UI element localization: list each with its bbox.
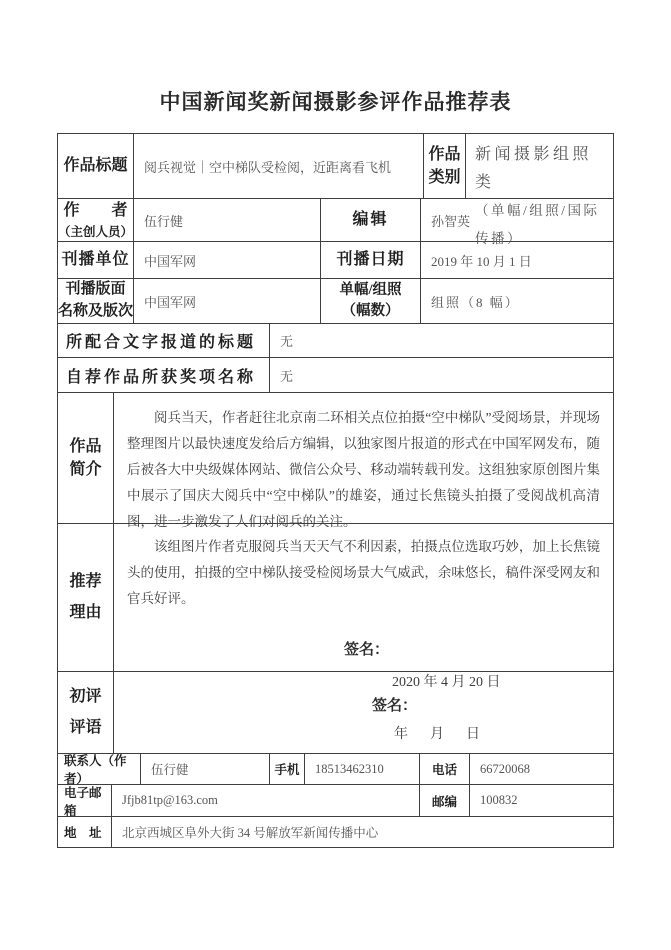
row-text-report-title bbox=[58, 323, 613, 357]
contact-label bbox=[58, 754, 140, 784]
mobile-value bbox=[304, 754, 419, 784]
row-work-intro bbox=[58, 392, 613, 529]
recommend-reason-label bbox=[58, 524, 113, 671]
author-value-text: 伍行健 bbox=[144, 213, 184, 229]
text-report-title-label-text: 所配合文字报道的标题 bbox=[66, 334, 257, 351]
mobile-value-text: 18513462310 bbox=[315, 761, 384, 776]
publish-unit-label bbox=[58, 242, 133, 278]
postcode-value bbox=[469, 785, 613, 816]
phone-value bbox=[469, 754, 613, 784]
initial-review-sign-label: 签名： bbox=[372, 698, 418, 714]
contact-value-text: 伍行健 bbox=[151, 763, 189, 777]
row-publish-page bbox=[58, 278, 613, 323]
row-recommend-reason bbox=[58, 523, 613, 690]
row-contact bbox=[58, 753, 613, 784]
phone-label-text: 电话 bbox=[431, 763, 457, 777]
publish-page-label-l2: 名称及版次 bbox=[58, 303, 134, 319]
author-label-l1: 作 者 bbox=[63, 202, 128, 220]
phone-value-text: 66720068 bbox=[480, 761, 530, 776]
photo-count-label-l1: 单幅/组照 bbox=[339, 281, 402, 298]
initial-review-sign-date: 年 月 日 bbox=[394, 727, 484, 742]
row-award-name bbox=[58, 357, 613, 392]
recommend-reason-label-l1: 推荐 bbox=[69, 573, 102, 591]
work-intro-label-l2: 简介 bbox=[69, 461, 102, 478]
work-intro-paragraph: 阅兵当天，作者赶往北京南二环相关点位拍摄“空中梯队”受阅场景，并现场整理图片以最快速度发给后方编辑，以独家图片报道的形式在中国军网发布，随后被各大中央级媒体网站、微信公众号、移动端转载刊发。这组独家原创图片集中展示了国庆大阅兵中“空中梯队”的雄姿，通过长焦镜头拍摄了受阅战机高清图，进一步激发了人们对阅兵的关注。 bbox=[127, 410, 600, 529]
work-category-value-l1: 新闻摄影组照类 bbox=[475, 146, 593, 191]
address-label bbox=[58, 817, 111, 847]
photo-count-label-l2: （幅数） bbox=[341, 303, 400, 319]
initial-review-label bbox=[58, 672, 113, 753]
address-value bbox=[111, 817, 613, 847]
initial-review-label-l2: 评语 bbox=[69, 718, 102, 736]
award-name-label bbox=[58, 358, 269, 392]
work-category-label bbox=[423, 134, 465, 198]
row-publish-unit bbox=[58, 241, 613, 278]
email-value-text: Jfjb81tp@163.com bbox=[122, 793, 218, 807]
photo-count-value-text: 组照（8 幅） bbox=[431, 294, 520, 310]
award-name-value bbox=[269, 358, 613, 392]
award-name-label-text: 自荐作品所获奖项名称 bbox=[66, 368, 257, 386]
page-title: 中国新闻奖新闻摄影参评作品推荐表 bbox=[159, 90, 512, 114]
postcode-label-text: 邮编 bbox=[431, 794, 457, 809]
email-label-text: 电子邮箱 bbox=[64, 785, 102, 818]
publish-unit-value bbox=[133, 242, 320, 278]
work-title-value bbox=[133, 134, 423, 198]
photo-count-label bbox=[320, 279, 420, 323]
work-category-value-l2: （单幅/组照/国际传播） bbox=[475, 203, 600, 246]
award-name-value-text: 无 bbox=[280, 368, 294, 384]
recommend-reason-paragraph: 该组图片作者克服阅兵当天天气不利因素，拍摄点位选取巧妙，加上长焦镜头的使用，拍摄的空中梯队接受检阅场景大气威武，余味悠长，稿件深受网友和官兵好评。 bbox=[127, 539, 600, 606]
work-title-value-text: 阅兵视觉｜空中梯队受检阅，近距离看飞机 bbox=[144, 159, 392, 175]
text-report-title-value bbox=[269, 324, 613, 357]
work-intro-content bbox=[113, 393, 613, 529]
mobile-label bbox=[269, 754, 304, 784]
postcode-label bbox=[419, 785, 469, 816]
contact-value bbox=[140, 754, 269, 784]
publish-date-label-text: 刊播日期 bbox=[336, 251, 405, 269]
work-intro-label-l1: 作品 bbox=[69, 437, 102, 455]
publish-page-value-text: 中国军网 bbox=[144, 294, 197, 310]
initial-review-label-l1: 初评 bbox=[69, 688, 102, 706]
address-label-text: 地 址 bbox=[64, 826, 102, 840]
work-title-label-text: 作品标题 bbox=[63, 157, 128, 175]
editor-value bbox=[420, 199, 613, 241]
publish-date-value-text: 2019 年 10 月 1 日 bbox=[431, 253, 532, 269]
postcode-value-text: 100832 bbox=[480, 793, 518, 807]
address-value-text: 北京西城区阜外大街 34 号解放军新闻传播中心 bbox=[122, 826, 379, 840]
mobile-label-text: 手机 bbox=[274, 763, 300, 777]
work-category-value bbox=[465, 134, 613, 246]
publish-page-label-l1: 刊播版面 bbox=[65, 281, 126, 298]
email-value bbox=[111, 785, 419, 816]
work-intro-label bbox=[58, 393, 113, 523]
work-category-label-l2: 类别 bbox=[428, 169, 461, 186]
author-value bbox=[133, 199, 320, 241]
row-author bbox=[58, 198, 613, 241]
work-title-label bbox=[58, 134, 133, 198]
recommend-sign-label: 签名： bbox=[344, 642, 390, 658]
publish-page-value bbox=[133, 279, 320, 323]
email-label bbox=[58, 785, 111, 816]
editor-label-text: 编辑 bbox=[352, 211, 389, 229]
recommendation-form-table bbox=[57, 133, 614, 848]
editor-label bbox=[320, 199, 420, 241]
publish-date-label bbox=[320, 242, 420, 278]
text-report-title-value-text: 无 bbox=[280, 334, 294, 349]
publish-date-value bbox=[420, 242, 613, 278]
contact-label-text: 联系人（作者） bbox=[64, 754, 127, 786]
author-label-l2: （主创人员） bbox=[58, 224, 134, 239]
publish-page-label bbox=[58, 279, 133, 323]
recommend-reason-label-l2: 理由 bbox=[69, 603, 102, 621]
work-category-label-l1: 作品 bbox=[428, 145, 461, 163]
publish-unit-label-text: 刊播单位 bbox=[61, 251, 130, 269]
initial-review-content bbox=[113, 672, 613, 753]
editor-value-text: 孙智英 bbox=[431, 213, 471, 229]
recommend-sign-date: 2020 年 4 月 20 日 bbox=[392, 675, 501, 690]
row-email bbox=[58, 784, 613, 816]
row-initial-review bbox=[58, 671, 613, 753]
row-address bbox=[58, 816, 613, 847]
author-label bbox=[58, 199, 133, 241]
phone-label bbox=[419, 754, 469, 784]
recommend-reason-content bbox=[113, 524, 613, 690]
text-report-title-label bbox=[58, 324, 269, 357]
publish-unit-value-text: 中国军网 bbox=[144, 253, 197, 269]
photo-count-value bbox=[420, 279, 613, 323]
